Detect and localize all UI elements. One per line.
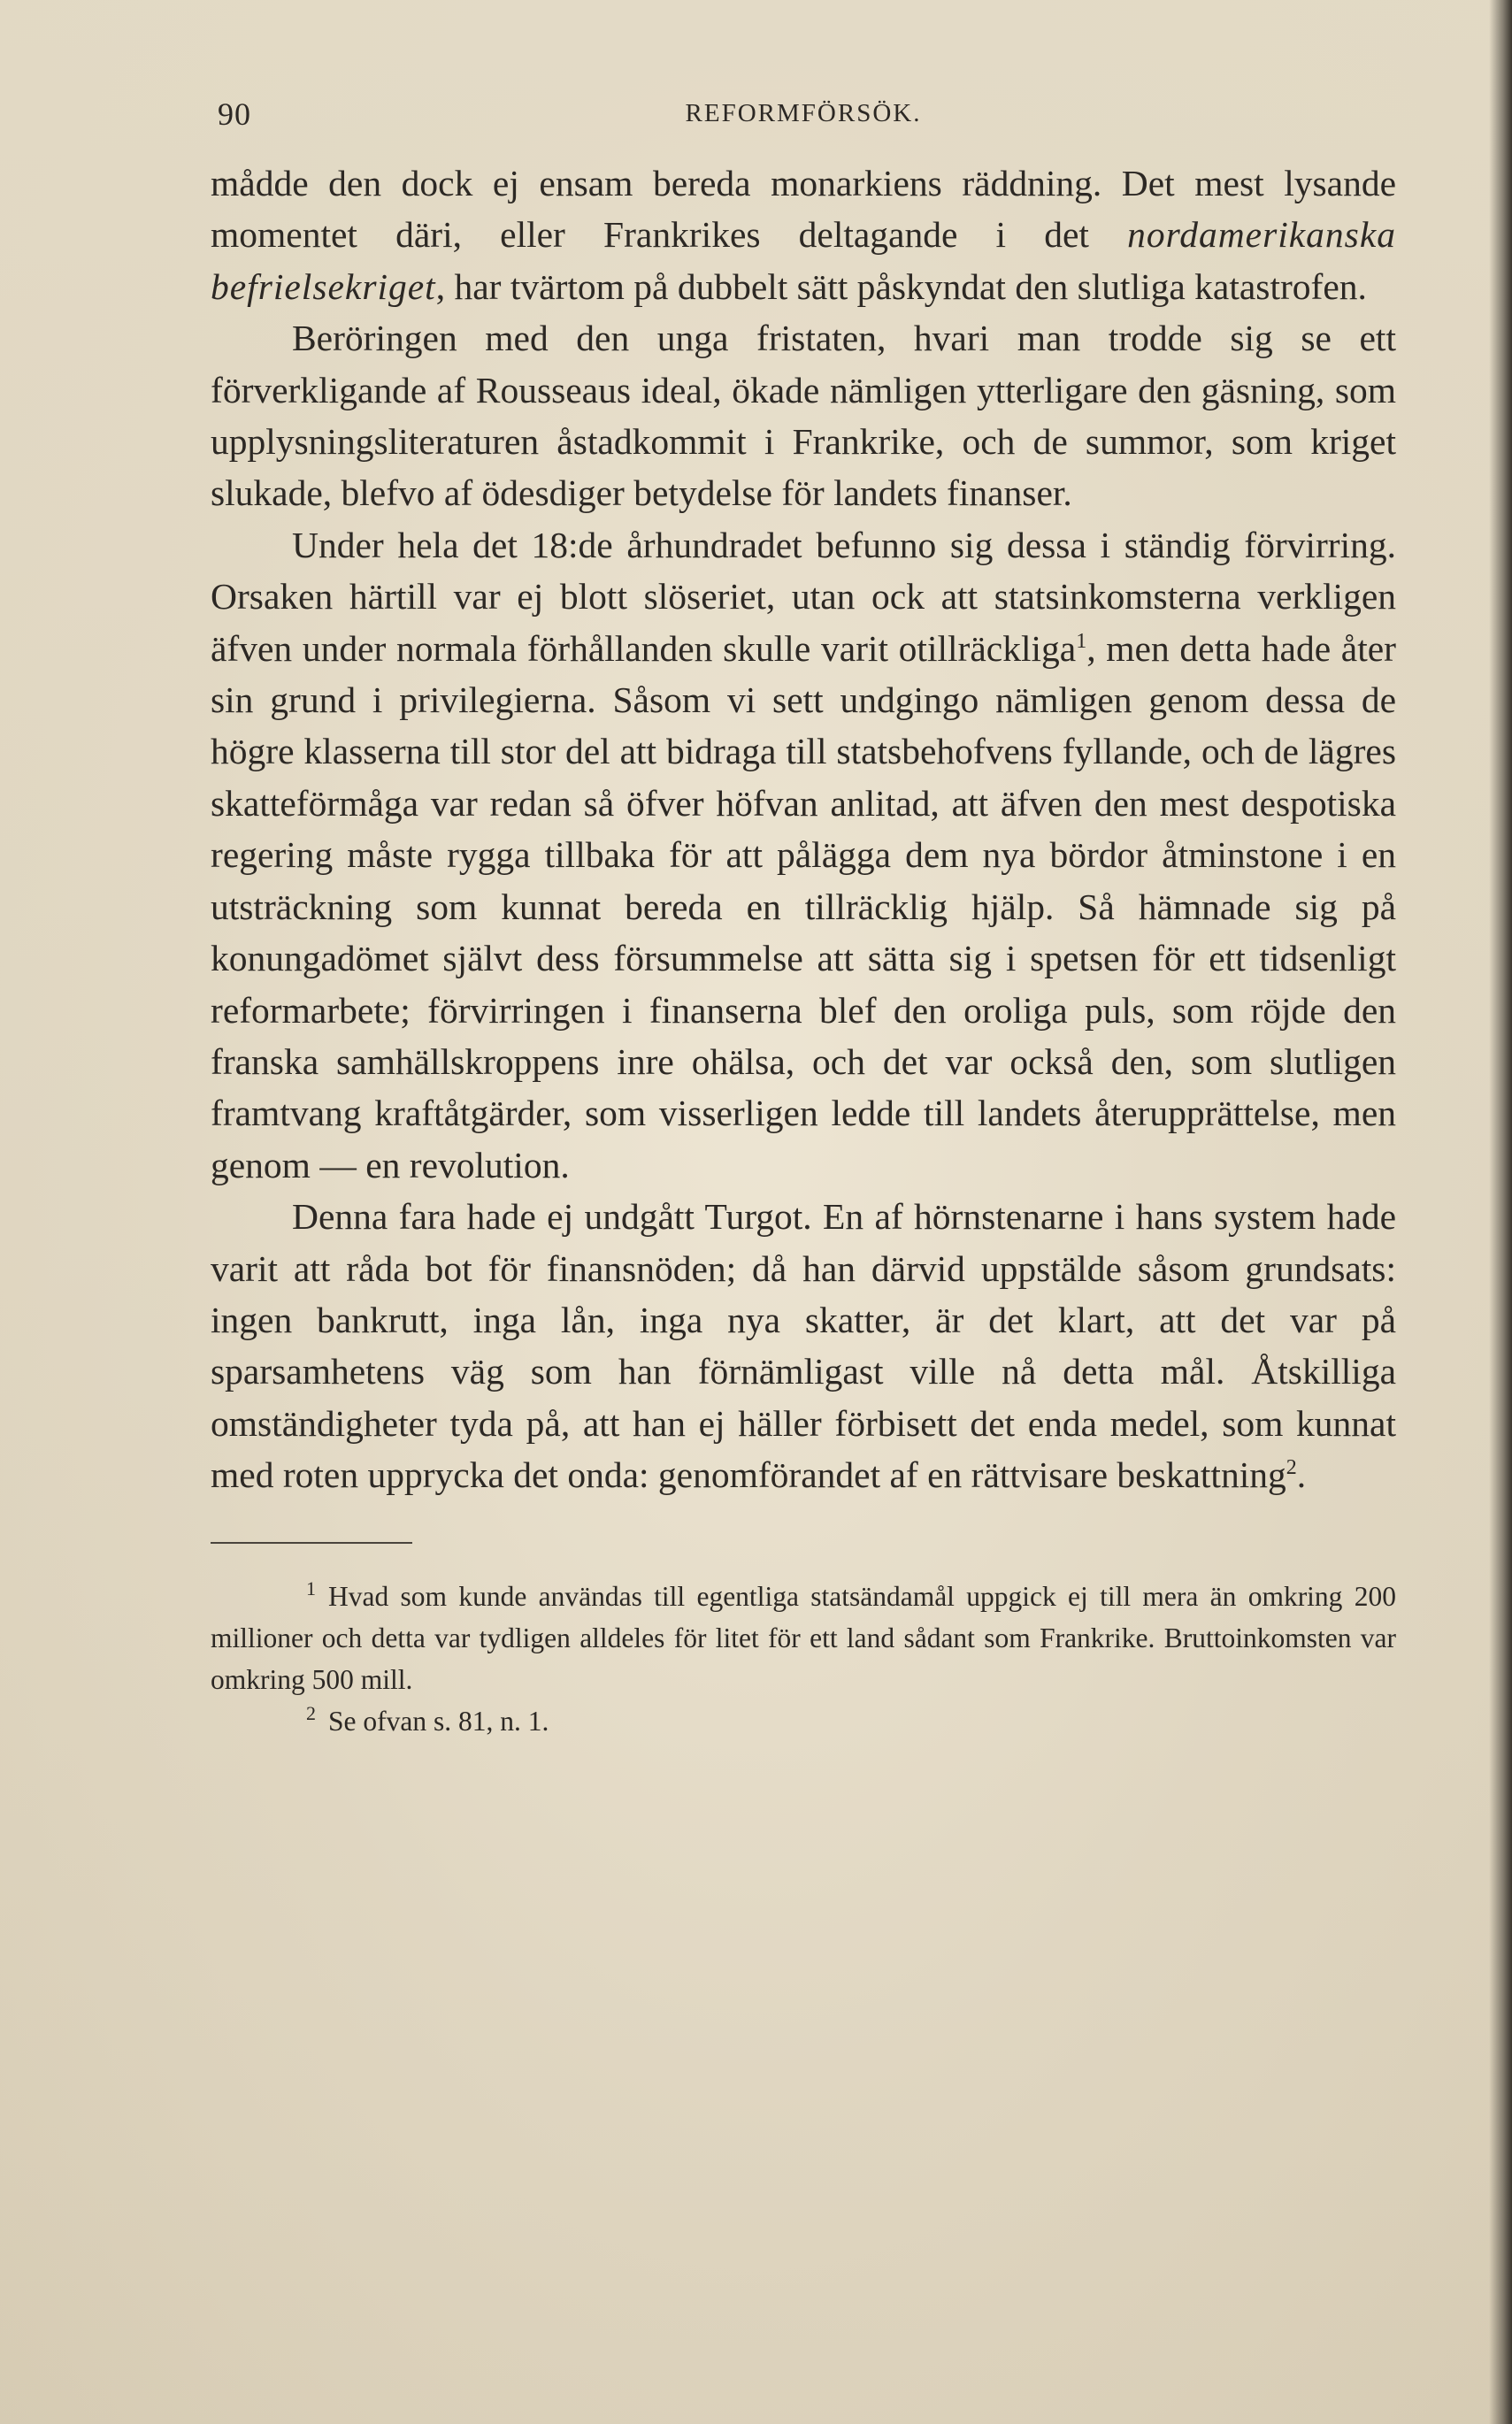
italic-phrase: nordamerikanska befrielsekriget — [211, 214, 1396, 307]
footnote-divider — [211, 1542, 412, 1544]
paragraph-4 — [211, 1191, 1396, 1500]
paragraph-4-text-before: Denna fara hade ej undgått Turgot. En af hörnstenarne i hans system hade varit att råda bot för finansnöden; då han därvid uppstälde såsom grundsats: ingen bankrutt, inga lån, inga nya skatter, är det klart, att det var på sparsamhetens väg som han förnämligast ville nå detta mål. Åtskilliga omständigheter tyda på, att han ej häller förbisett det enda medel, som kunnat med roten upprycka det onda: genomförandet af en rättvisare beskattning — [211, 1196, 1396, 1496]
paragraph-3-text-before: Under hela det 18:de århundradet befunno sig dessa i ständig förvirring. Orsaken härtill var ej blott slöseriet, utan ock att statsinkomsterna verkligen äfven under normala förhållanden skulle varit otillräckliga — [211, 524, 1396, 669]
footnote-ref-1[interactable]: 1 — [1076, 629, 1087, 653]
footnotes — [211, 1576, 1396, 1742]
paragraph-3 — [211, 519, 1396, 1191]
body-text — [211, 157, 1396, 1501]
page-number: 90 — [218, 96, 251, 132]
paragraph-4-text-after: . — [1296, 1454, 1307, 1496]
paragraph-1 — [211, 157, 1396, 312]
paragraph-1-text-before: mådde den dock ej ensam bereda monarkiens räddning. Det mest lysande momentet däri, eller Frankrikes deltagande i det — [211, 163, 1396, 256]
book-binding-edge — [1489, 0, 1512, 2424]
book-page — [211, 96, 1396, 1742]
paragraph-1-text-after: , har tvärtom på dubbelt sätt påskyndat den slutliga katastrofen. — [435, 265, 1367, 307]
footnote-2-marker: 2 — [306, 1702, 316, 1725]
paragraph-3-text-after: , men detta hade åter sin grund i privilegierna. Såsom vi sett undgingo nämligen genom dessa de högre klasserna till stor del att bidraga till statsbehofvens fyllande, och de lägres skatteförmåga var redan så öfver höfvan anlitad, att äfven den mest despotiska regering måste rygga tillbaka för att pålägga dem nya bördor åtminstone i en utsträckning som kunnat bereda en tillräcklig hjälp. Så hämnade sig på konungadömet självt dess försummelse att sätta sig i spetsen för ett tidsenligt reformarbete; förvirringen i finanserna blef den oroliga puls, som röjde den franska samhällskroppens inre ohälsa, och det var också den, som slutligen framtvang kraftåtgärder, som visserligen ledde till landets återupprättelse, men genom — en revolution. — [211, 627, 1396, 1185]
footnote-2 — [211, 1700, 1396, 1742]
footnote-2-text: Se ofvan s. 81, n. 1. — [328, 1705, 549, 1737]
running-head — [211, 96, 1396, 157]
footnote-1 — [211, 1576, 1396, 1700]
running-title: REFORMFÖRSÖK. — [685, 99, 922, 127]
footnote-1-marker: 1 — [306, 1577, 316, 1600]
paragraph-2 — [211, 312, 1396, 519]
paragraph-2-text: Beröringen med den unga fristaten, hvari man trodde sig se ett förverkligande af Rousseaus ideal, ökade nämligen ytterligare den gäsning, som upplysningsliteraturen åstadkommit i Frankrike, och de summor, som kriget slukade, blefvo af ödesdiger betydelse för landets finanser. — [211, 318, 1396, 514]
footnote-ref-2[interactable]: 2 — [1286, 1456, 1297, 1480]
footnote-1-text: Hvad som kunde användas till egentliga statsändamål uppgick ej till mera än omkring 200 millioner och detta var tydligen alldeles för litet för ett land sådant som Frankrike. Bruttoinkomsten var omkring 500 mill. — [211, 1580, 1396, 1695]
